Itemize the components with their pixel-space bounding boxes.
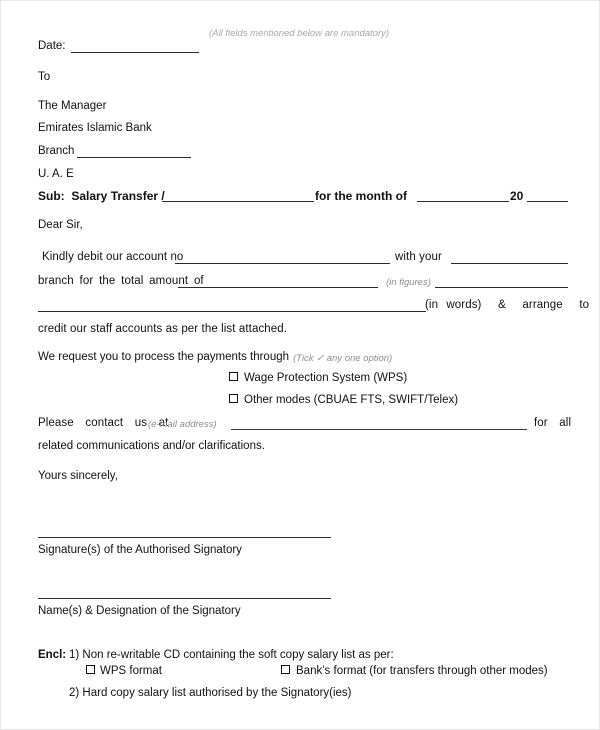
contact-line-suffix: for all — [534, 417, 572, 429]
salutation: Dear Sir, — [38, 219, 83, 231]
body-line2-prefix: branch for the total amount of — [38, 275, 204, 287]
contact-line-prefix: Please contact us at — [38, 417, 169, 429]
checkbox-wps-format-label[interactable]: WPS format — [100, 665, 162, 677]
signature-line[interactable] — [38, 537, 331, 538]
body-line1-prefix: Kindly debit our account no — [42, 251, 184, 263]
checkbox-other-modes-label[interactable]: Other modes (CBUAE FTS, SWIFT/Telex) — [244, 394, 459, 406]
contact-line2: related communications and/or clarifications. — [38, 440, 265, 452]
date-input-line[interactable] — [71, 52, 199, 53]
account-no-line[interactable] — [175, 263, 390, 264]
country-label: U. A. E — [38, 168, 74, 180]
name-designation-line[interactable] — [38, 598, 331, 599]
signature-caption: Signature(s) of the Authorised Signatory — [38, 544, 242, 556]
subject-year-prefix: 20 — [510, 189, 524, 203]
checkbox-bank-format[interactable] — [281, 665, 290, 674]
branch-input-line[interactable] — [77, 157, 191, 158]
branch-label: Branch — [38, 145, 75, 157]
date-label: Date: — [38, 40, 66, 52]
to-label: To — [38, 71, 51, 83]
branch-name-line[interactable] — [451, 263, 568, 264]
subject-month-line[interactable] — [417, 201, 509, 202]
checkbox-wps-format[interactable] — [86, 665, 95, 674]
enclosure-item-2: 2) Hard copy salary list authorised by the Signatory(ies) — [69, 687, 352, 699]
amount-figures-line[interactable] — [178, 287, 378, 288]
body-line4: credit our staff accounts as per the list attached. — [38, 323, 288, 335]
subject-month-label: for the month of — [315, 189, 407, 203]
email-input-line[interactable] — [231, 429, 527, 430]
checkbox-wps[interactable] — [229, 372, 238, 381]
body-line1-suffix: with your — [395, 251, 442, 263]
checkbox-other-modes[interactable] — [229, 394, 238, 403]
closing-salutation: Yours sincerely, — [38, 470, 118, 482]
email-address-hint: (e-mail address) — [148, 419, 217, 430]
bank-name: Emirates Islamic Bank — [38, 122, 152, 134]
recipient-title: The Manager — [38, 100, 107, 112]
mandatory-fields-note: (All fields mentioned below are mandatory) — [209, 28, 390, 39]
tick-one-option-hint: (Tick ✓ any one option) — [293, 353, 393, 364]
body-line3-suffix: (in words) & arrange to — [425, 299, 590, 311]
subject-year-line[interactable] — [527, 201, 568, 202]
enclosures-label: Encl: — [38, 649, 67, 661]
subject-salary-type-line[interactable] — [162, 201, 314, 202]
payment-methods-intro: We request you to process the payments through — [38, 351, 290, 363]
subject-prefix: Sub: Salary Transfer / — [38, 189, 165, 203]
checkbox-wps-label[interactable]: Wage Protection System (WPS) — [244, 372, 408, 384]
enclosure-item-1: 1) Non re-writable CD containing the soft copy salary list as per: — [69, 649, 394, 661]
amount-figures-line-cont[interactable] — [435, 287, 568, 288]
checkbox-bank-format-label[interactable]: Bank’s format (for transfers through other modes) — [296, 665, 548, 677]
amount-words-line[interactable] — [38, 311, 426, 312]
in-figures-hint: (in figures) — [386, 277, 431, 288]
name-designation-caption: Name(s) & Designation of the Signatory — [38, 605, 241, 617]
